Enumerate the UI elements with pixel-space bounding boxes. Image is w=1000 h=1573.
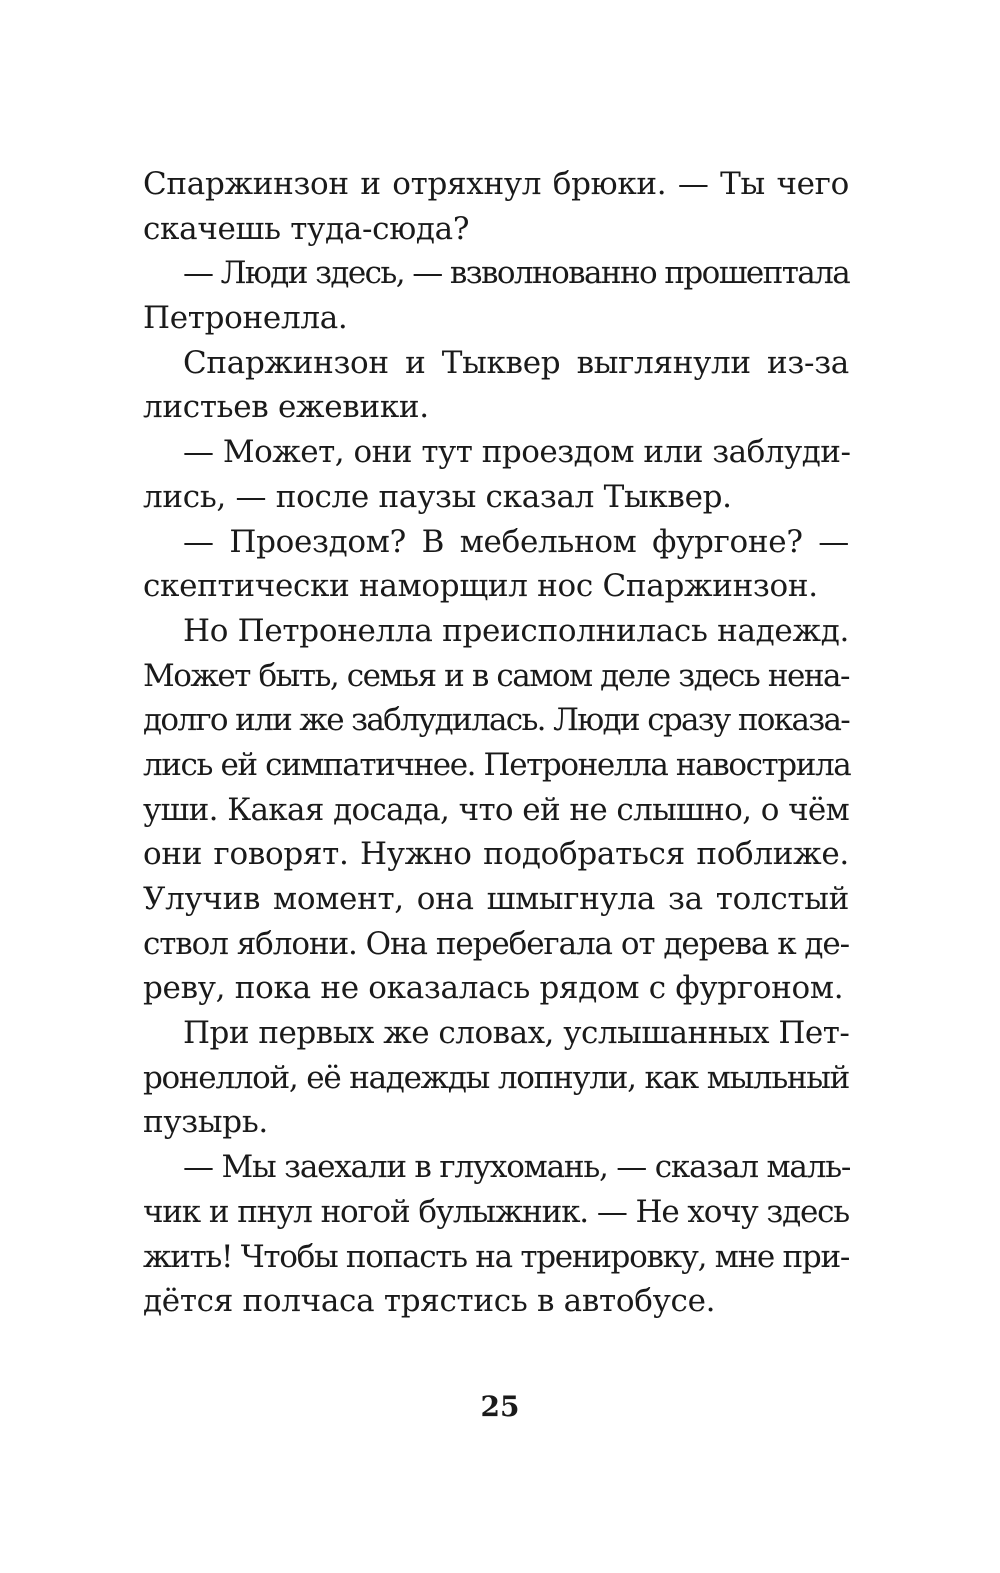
text-line: они говорят. Нужно подобраться поближе. bbox=[143, 836, 849, 873]
text-line: — Мы заехали в глухомань, — сказал маль- bbox=[183, 1149, 851, 1186]
text-line: Может быть, семья и в самом деле здесь нена- bbox=[143, 657, 849, 694]
text-line: При первых же словах, услышанных Пет- bbox=[183, 1015, 850, 1052]
text-line: Спаржинзон и Тыквер выглянули из-за bbox=[183, 344, 849, 381]
text-line: — Люди здесь, — взволнованно прошептала bbox=[183, 255, 850, 292]
text-line: скачешь туда-сюда? bbox=[143, 210, 470, 247]
text-line: Улучив момент, она шмыгнула за толстый bbox=[143, 881, 849, 917]
text-line: долго или же заблудилась. Люди сразу показа- bbox=[143, 702, 849, 739]
text-line: ствол яблони. Она перебегала от дерева к де- bbox=[143, 925, 849, 962]
page-number: 25 bbox=[480, 1390, 520, 1423]
text-line: дётся полчаса трястись в автобусе. bbox=[143, 1283, 716, 1320]
text-line: реву, пока не оказалась рядом с фургоном. bbox=[143, 970, 844, 1007]
text-line: Но Петронелла преисполнилась надежд. bbox=[183, 612, 850, 649]
text-line: — Может, они тут проездом или заблуди- bbox=[183, 434, 851, 471]
text-line: листьев ежевики. bbox=[143, 389, 429, 426]
text-line: уши. Какая досада, что ей не слышно, о чём bbox=[143, 791, 849, 828]
text-line: чик и пнул ногой булыжник. — Не хочу здесь bbox=[143, 1193, 849, 1230]
text-line: жить! Чтобы попасть на тренировку, мне при- bbox=[143, 1238, 849, 1275]
text-line: Спаржинзон и отряхнул брюки. — Ты чего bbox=[143, 166, 849, 202]
text-line: лись, — после паузы сказал Тыквер. bbox=[143, 478, 732, 515]
text-line: Петронелла. bbox=[143, 300, 348, 337]
page-text bbox=[143, 162, 849, 1324]
text-line: лись ей симпатичнее. Петронелла навострила bbox=[143, 746, 851, 783]
text-line: скептически наморщил нос Спаржинзон. bbox=[143, 568, 818, 605]
text-line: пузырь. bbox=[143, 1104, 268, 1141]
text-line: — Проездом? В мебельном фургоне? — bbox=[183, 523, 849, 560]
text-line: ронеллой, её надежды лопнули, как мыльный bbox=[143, 1059, 849, 1096]
